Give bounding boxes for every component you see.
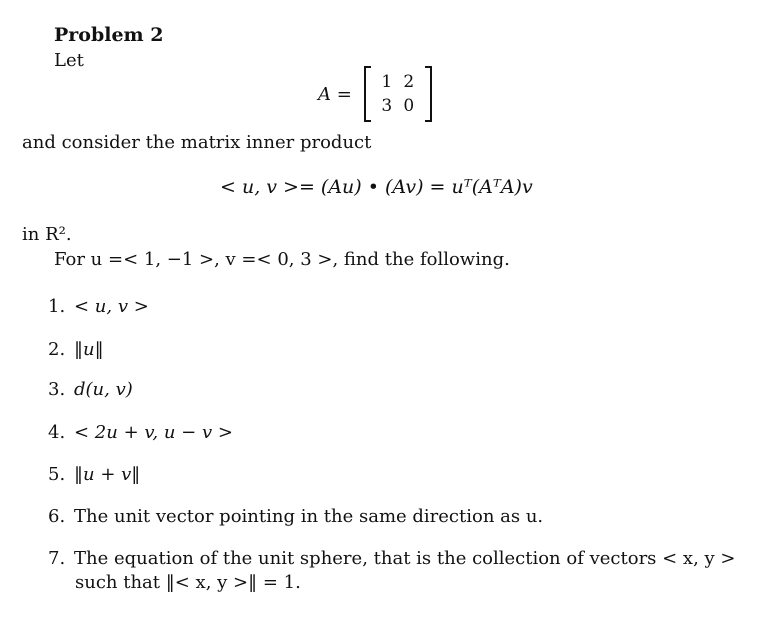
item-number: 4. xyxy=(48,422,66,443)
consider-text: and consider the matrix inner product xyxy=(22,132,372,153)
left-bracket xyxy=(364,66,371,122)
item-text: d(u, v) xyxy=(74,379,133,400)
item-text: ‖u‖ xyxy=(74,339,104,360)
item-number: 5. xyxy=(48,464,66,485)
right-bracket xyxy=(425,66,432,122)
list-item xyxy=(48,506,543,527)
list-item xyxy=(48,548,736,569)
problem-heading: Problem 2 xyxy=(54,24,164,46)
item-text: < 2u + v, u − v > xyxy=(74,422,233,443)
item-number: 2. xyxy=(48,339,66,360)
matrix-cell: 2 xyxy=(403,72,415,92)
given-vectors-text: For u =< 1, −1 >, v =< 0, 3 >, find the following. xyxy=(54,249,510,270)
item-text: ‖u + v‖ xyxy=(74,464,141,485)
matrix-lhs: A = xyxy=(318,83,352,105)
list-item xyxy=(48,422,233,443)
item-number: 1. xyxy=(48,296,66,317)
list-item xyxy=(48,296,149,317)
in-r2-text: in R². xyxy=(22,224,72,245)
item-text: The unit vector pointing in the same direction as u. xyxy=(74,506,544,527)
item-text: < u, v > xyxy=(74,296,149,317)
matrix-definition xyxy=(318,66,432,122)
matrix-cell: 0 xyxy=(403,96,415,116)
item-number: 7. xyxy=(48,548,66,569)
list-item xyxy=(48,464,140,485)
list-item xyxy=(48,379,133,400)
matrix-cell: 3 xyxy=(381,96,393,116)
item-text: The equation of the unit sphere, that is the collection of vectors < x, y > xyxy=(74,548,736,569)
matrix-grid xyxy=(376,72,420,116)
matrix-cell: 1 xyxy=(381,72,393,92)
let-text: Let xyxy=(54,50,84,71)
item-7-continuation: such that ‖< x, y >‖ = 1. xyxy=(75,572,301,593)
item-number: 6. xyxy=(48,506,66,527)
inner-product-formula: < u, v >= (Au) • (Av) = uᵀ(AᵀA)v xyxy=(220,176,533,198)
list-item xyxy=(48,339,104,360)
item-number: 3. xyxy=(48,379,66,400)
